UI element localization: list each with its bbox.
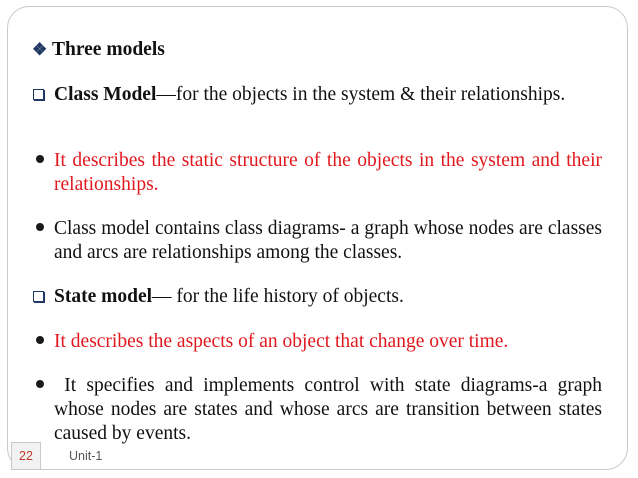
dot-bullet-icon bbox=[32, 217, 54, 265]
list-item-class-model bbox=[32, 83, 602, 107]
page-number-badge bbox=[11, 442, 41, 470]
diamond-bullet-icon: ❖ bbox=[32, 40, 48, 59]
list-item-text bbox=[54, 285, 602, 309]
list-item bbox=[32, 217, 602, 265]
list-item-text: It describes the static structure of the objects in the system and their relationships. bbox=[54, 150, 602, 195]
dot-bullet-icon bbox=[32, 330, 54, 354]
list-item bbox=[32, 330, 602, 354]
item-rest-text: — for the life history of objects. bbox=[152, 286, 404, 307]
slide-heading bbox=[32, 38, 602, 62]
list-item bbox=[32, 374, 607, 446]
dot-bullet-icon bbox=[32, 374, 54, 446]
list-item bbox=[32, 149, 602, 197]
footer-label: Unit-1 bbox=[69, 449, 103, 463]
list-item-text bbox=[54, 83, 602, 107]
list-item-text: Class model contains class diagrams- a graph whose nodes are classes and arcs are relationships among the classes. bbox=[54, 218, 602, 263]
item-rest-text: —for the objects in the system & their relationships. bbox=[156, 84, 566, 105]
page-number: 22 bbox=[19, 449, 33, 463]
heading-text: Three models bbox=[52, 39, 165, 60]
item-bold-term: Class Model bbox=[54, 84, 157, 105]
square-bullet-icon bbox=[32, 285, 54, 309]
item-bold-term: State model bbox=[54, 286, 153, 307]
list-item-text: It specifies and implements control with state diagrams-a graph whose nodes are states and whose arcs are transition between states caused by events. bbox=[54, 375, 607, 444]
dot-bullet-icon bbox=[32, 149, 54, 197]
list-item-state-model bbox=[32, 285, 602, 309]
list-item-text: It describes the aspects of an object that change over time. bbox=[54, 331, 509, 352]
square-bullet-icon bbox=[32, 83, 54, 107]
